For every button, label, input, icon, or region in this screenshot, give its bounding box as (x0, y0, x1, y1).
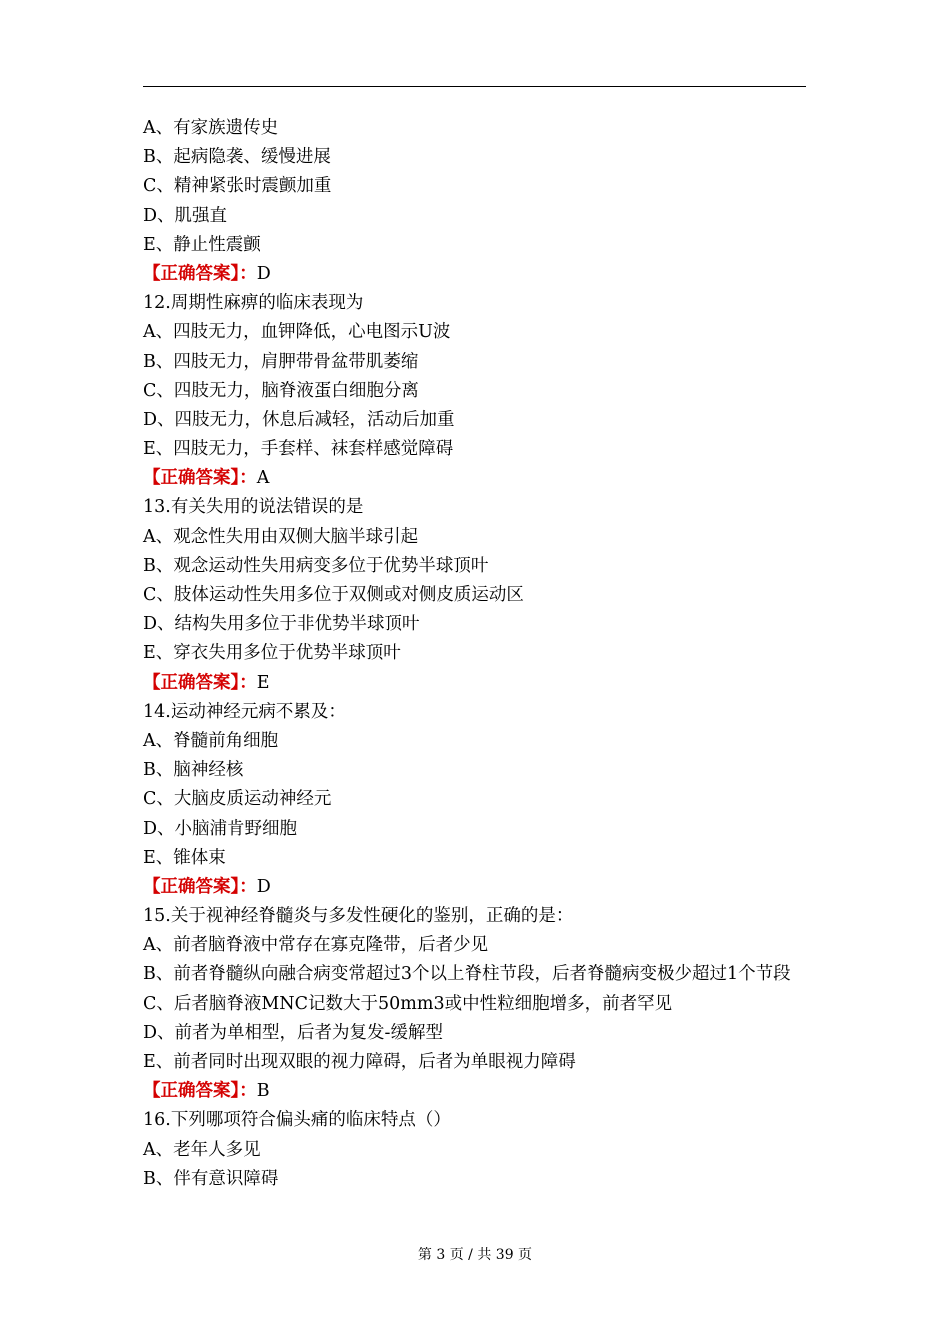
option-line: A、有家族遗传史 (143, 118, 279, 138)
answer-label: 【正确答案】： (143, 672, 257, 693)
question-title: 12.周期性麻痹的临床表现为 (143, 293, 364, 314)
option-line: B、伴有意识障碍 (143, 1168, 279, 1189)
option-line: D、前者为单相型，后者为复发-缓解型 (143, 1022, 443, 1043)
option-line: D、肌强直 (143, 205, 228, 226)
option-line: E、穿衣失用多位于优势半球顶叶 (143, 643, 401, 664)
option-line: B、观念运动性失用病变多位于优势半球顶叶 (143, 555, 489, 576)
option-line: C、后者脑脊液MNC记数大于50mm3或中性粒细胞增多，前者罕见 (143, 993, 673, 1014)
answer-value: E (256, 672, 270, 693)
option-line: E、静止性震颤 (143, 234, 261, 255)
question-title: 15.关于视神经脊髓炎与多发性硬化的鉴别，正确的是： (143, 906, 574, 927)
answer-line (143, 1077, 806, 1106)
page-content (143, 114, 806, 1194)
option-line: B、起病隐袭、缓慢进展 (143, 147, 331, 168)
option-line: D、结构失用多位于非优势半球顶叶 (143, 614, 420, 635)
option-line: C、精神紧张时震颤加重 (143, 176, 332, 197)
answer-line (143, 260, 806, 289)
option-line: A、前者脑脊液中常存在寡克隆带，后者少见 (143, 935, 489, 956)
question-title: 14.运动神经元病不累及： (143, 701, 346, 722)
answer-value: A (256, 468, 270, 489)
question-title: 13.有关失用的说法错误的是 (143, 497, 364, 518)
answer-value: D (256, 876, 271, 897)
option-line: A、四肢无力，血钾降低，心电图示U波 (143, 322, 451, 343)
answer-line (143, 873, 806, 902)
option-line: C、肢体运动性失用多位于双侧或对侧皮质运动区 (143, 585, 524, 605)
header-rule (143, 86, 806, 87)
option-line: D、小脑浦肯野细胞 (143, 818, 298, 839)
option-line: E、锥体束 (143, 847, 226, 868)
answer-value: D (256, 263, 271, 284)
answer-line (143, 669, 806, 698)
option-line: B、四肢无力，肩胛带骨盆带肌萎缩 (143, 351, 419, 372)
option-line: B、脑神经核 (143, 760, 244, 781)
option-line: A、脊髓前角细胞 (143, 730, 279, 751)
answer-label: 【正确答案】： (143, 1081, 257, 1102)
question-title: 16.下列哪项符合偏头痛的临床特点（） (143, 1110, 451, 1131)
option-line: A、老年人多见 (143, 1139, 261, 1160)
answer-label: 【正确答案】： (143, 468, 257, 489)
option-line: C、四肢无力，脑脊液蛋白细胞分离 (143, 380, 419, 401)
answer-line (143, 464, 806, 493)
page-footer: 第 3 页 / 共 39 页 (417, 1247, 533, 1263)
answer-value: B (256, 1081, 270, 1102)
option-line: B、前者脊髓纵向融合病变常超过3个以上脊柱节段，后者脊髓病变极少超过1个节段 (143, 964, 791, 985)
option-line: E、前者同时出现双眼的视力障碍，后者为单眼视力障碍 (143, 1052, 576, 1073)
option-line: A、观念性失用由双侧大脑半球引起 (143, 526, 419, 547)
answer-label: 【正确答案】： (143, 263, 257, 284)
answer-label: 【正确答案】： (143, 876, 257, 897)
option-line: D、四肢无力，休息后减轻，活动后加重 (143, 409, 455, 430)
option-line: C、大脑皮质运动神经元 (143, 789, 332, 810)
option-line: E、四肢无力，手套样、袜套样感觉障碍 (143, 439, 454, 460)
